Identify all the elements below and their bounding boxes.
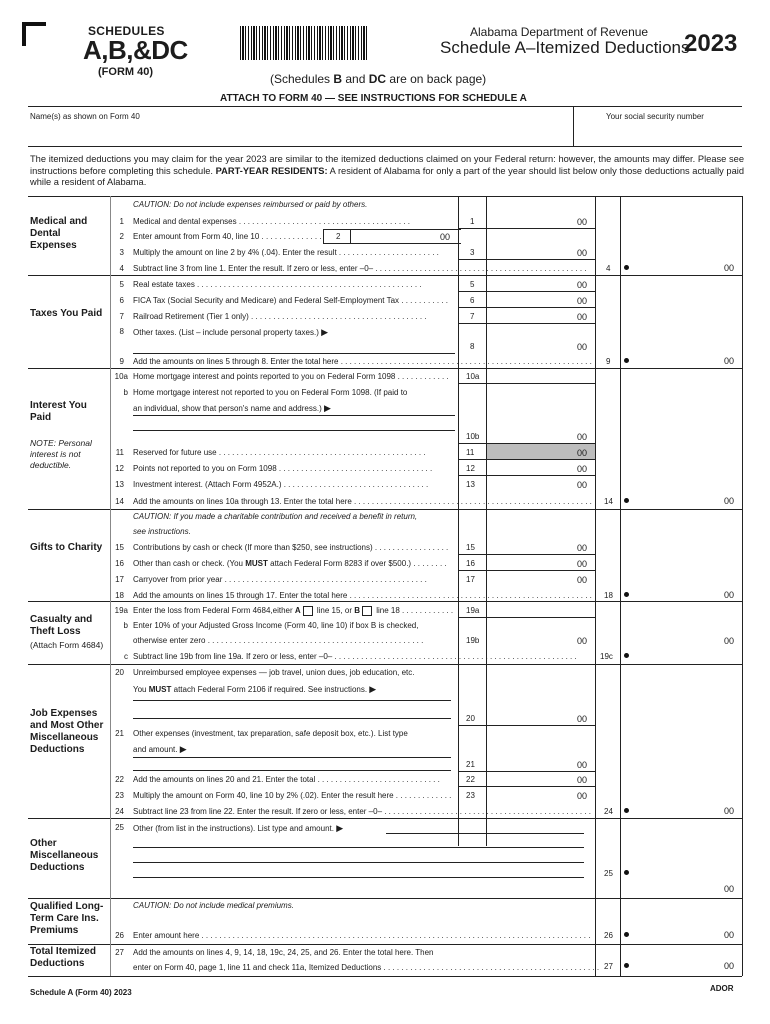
cents: 00 [577, 432, 588, 442]
arrow-icon: ▶ [179, 744, 187, 754]
line-number: 12 [115, 464, 124, 473]
section-long-term-care: Qualified Long-Term Care Ins. Premiums [30, 901, 104, 936]
box-number: 20 [466, 714, 475, 723]
line-number: 16 [115, 559, 124, 568]
box-number: 1 [470, 217, 475, 226]
rule [133, 718, 451, 719]
rule [133, 415, 455, 416]
department-name: Alabama Department of Revenue [470, 25, 649, 39]
bullet-icon [624, 498, 629, 503]
cents: 00 [577, 559, 588, 569]
line-12-label: Points not reported to you on Form 1098 . . . . . . . . . . . . . . . . . . . . . . . . . . . . . . . . . . . [133, 464, 433, 473]
name-field-label: Name(s) as shown on Form 40 [30, 112, 140, 121]
rule [458, 459, 595, 460]
rule [28, 818, 742, 819]
box-number: 3 [470, 248, 475, 257]
cents: 00 [724, 636, 735, 646]
bullet-icon [624, 963, 629, 968]
box-number: 5 [470, 280, 475, 289]
rule [458, 617, 595, 618]
box-number: 19a [466, 606, 480, 615]
line-3-label: Multiply the amount on line 2 by 4% (.04). Enter the result . . . . . . . . . . . . . . . . . . . . . . . [133, 248, 439, 257]
line-9-label: Add the amounts on lines 5 through 8. Enter the total here . . . . . . . . . . . . . . . . . . . . . . . . . . . . . . . . . . . . . . . . . . . . . . . . . . . . . . . . . [133, 357, 592, 366]
rule [458, 475, 595, 476]
cents: 00 [577, 575, 588, 585]
rule [458, 786, 595, 787]
box-number: 10b [466, 432, 480, 441]
checkbox-b[interactable] [362, 606, 372, 616]
rule [458, 771, 595, 772]
line-7-label: Railroad Retirement (Tier 1 only) . . . . . . . . . . . . . . . . . . . . . . . . . . . . . . . . . . . . . . . . [133, 312, 427, 321]
section-casualty: Casualty and Theft Loss [30, 614, 93, 637]
rule [133, 700, 451, 701]
ssn-field-label: Your social security number [606, 112, 704, 121]
page-title: Schedule A–Itemized Deductions [440, 38, 690, 57]
rule [133, 353, 455, 354]
cents: 00 [724, 590, 735, 600]
bullet-icon [624, 932, 629, 937]
line-number: 18 [115, 591, 124, 600]
line-19a-label: Enter the loss from Federal Form 4684,either A line 15, or B line 18 . . . . . . . . . . . . [133, 606, 454, 616]
rule [458, 228, 595, 229]
line-19c-label: Subtract line 19b from line 19a. If zero or less, enter –0– . . . . . . . . . . . . . . . . . . . . . . . . . . . . . . . . . . . . . . . . . . . . . . . . . . . . . . . [133, 652, 577, 661]
bullet-icon [624, 358, 629, 363]
rule [458, 570, 595, 571]
rule [28, 196, 742, 197]
cents: 00 [440, 232, 451, 242]
line-21-label: Other expenses (investment, tax preparation, safe deposit box, etc.). List type [133, 729, 408, 738]
line-10b-label: Home mortgage interest not reported to you on Federal Form 1098. (If paid to [133, 388, 408, 397]
corner-mark [22, 22, 46, 46]
schedules-label: SCHEDULES [88, 24, 165, 38]
line-16-label: Other than cash or check. (You MUST attach Federal Form 8283 if over $500.) . . . . . . . . [133, 559, 447, 568]
cents: 00 [577, 791, 588, 801]
section-taxes: Taxes You Paid [30, 308, 103, 319]
section-interest: Interest You Paid [30, 400, 87, 423]
box-number: 2 [336, 232, 341, 241]
rule [28, 146, 742, 147]
section-medical: Medical and Dental Expenses [30, 216, 88, 251]
schedules-letters: A,B,&DC [83, 35, 188, 65]
rule [28, 976, 742, 977]
barcode-icon [240, 26, 368, 60]
cents: 00 [577, 296, 588, 306]
line-3-input[interactable] [487, 245, 573, 259]
arrow-icon: ▶ [336, 823, 344, 833]
line-10b-label-2: an individual, show that person's name and address.) ▶ [133, 403, 331, 413]
rule [595, 196, 596, 976]
rule [486, 196, 487, 846]
rule [28, 106, 742, 107]
bullet-icon [624, 808, 629, 813]
rule [133, 770, 451, 771]
line-number: 1 [119, 217, 124, 226]
rule [742, 196, 743, 976]
line-number: 19a [114, 606, 128, 615]
box-number: 26 [604, 931, 613, 940]
line-15-label: Contributions by cash or check (If more than $250, see instructions) . . . . . . . . . . . . . . . . . [133, 543, 449, 552]
rule [28, 275, 742, 276]
rule [28, 944, 742, 945]
box-number: 23 [466, 791, 475, 800]
caution-gifts-2: see instructions. [133, 527, 191, 536]
line-21-label-2: and amount. ▶ [133, 744, 187, 754]
box-number: 27 [604, 962, 613, 971]
line-number: 3 [119, 248, 124, 257]
rule [573, 106, 574, 146]
line-6-label: FICA Tax (Social Security and Medicare) and Federal Self-Employment Tax . . . . . . . . . . . [133, 296, 448, 305]
arrow-icon: ▶ [369, 684, 377, 694]
bullet-icon [624, 870, 629, 875]
line-number: b [123, 621, 128, 630]
back-page-note: (Schedules B and DC are on back page) [270, 72, 487, 86]
cents: 00 [577, 248, 588, 258]
rule [133, 862, 584, 863]
line-number: 23 [115, 791, 124, 800]
rule [458, 323, 595, 324]
cents: 00 [577, 714, 588, 724]
cents: 00 [724, 884, 735, 894]
line-number: c [124, 652, 128, 661]
line-number: 25 [115, 823, 124, 832]
section-other-misc: Other Miscellaneous Deductions [30, 838, 99, 873]
line-number: 26 [115, 931, 124, 940]
rule [28, 509, 742, 510]
rule [458, 291, 595, 292]
section-gifts: Gifts to Charity [30, 542, 103, 553]
line-1-label: Medical and dental expenses . . . . . . . . . . . . . . . . . . . . . . . . . . . . . . . . . . . . . . . [133, 217, 410, 226]
line-11-label: Reserved for future use . . . . . . . . . . . . . . . . . . . . . . . . . . . . . . . . . . . . . . . . . . . . . . . [133, 448, 426, 457]
line-19b-label: Enter 10% of your Adjusted Gross Income (Form 40, line 10) if box B is checked, [133, 621, 419, 630]
rule [133, 847, 584, 848]
box-number: 10a [466, 372, 480, 381]
line-number: 4 [119, 264, 124, 273]
line-number: 2 [119, 232, 124, 241]
cents: 00 [577, 464, 588, 474]
line-23-label: Multiply the amount on Form 40, line 10 by 2% (.02). Enter the result here . . . . . . . . . . . . . [133, 791, 452, 800]
cents: 00 [577, 760, 588, 770]
cents: 00 [577, 775, 588, 785]
cents: 00 [724, 961, 735, 971]
line-27-label: Add the amounts on lines 4, 9, 14, 18, 19c, 24, 25, and 26. Enter the total here. Then [133, 948, 434, 957]
line-number: 15 [115, 543, 124, 552]
section-job-expenses: Job Expenses and Most Other Miscellaneous Deductions [30, 708, 104, 755]
cents: 00 [724, 806, 735, 816]
line-number: 11 [115, 448, 124, 457]
line-number: 6 [119, 296, 124, 305]
rule [458, 383, 595, 384]
line-number: 24 [115, 807, 124, 816]
cents: 00 [577, 480, 588, 490]
arrow-icon: ▶ [321, 327, 329, 337]
box-number: 17 [466, 575, 475, 584]
rule [620, 196, 621, 976]
line-4-label: Subtract line 3 from line 1. Enter the result. If zero or less, enter –0– . . . . . . . . . . . . . . . . . . . . . . . . . . . . . . . . . . . . . . . . . . . . . . . . [133, 264, 587, 273]
line-17-label: Carryover from prior year . . . . . . . . . . . . . . . . . . . . . . . . . . . . . . . . . . . . . . . . . . . . . . [133, 575, 427, 584]
rule [28, 664, 742, 665]
box-number: 12 [466, 464, 475, 473]
box-number: 11 [466, 448, 475, 457]
box-number: 22 [466, 775, 475, 784]
box-number: 8 [470, 342, 475, 351]
rule [350, 229, 351, 243]
line-number: 17 [115, 575, 124, 584]
box-number: 15 [466, 543, 475, 552]
line-8-label: Other taxes. (List – include personal property taxes.) ▶ [133, 327, 329, 337]
cents: 00 [724, 930, 735, 940]
line-number: 27 [115, 948, 124, 957]
caution-ltc: CAUTION: Do not include medical premiums. [133, 901, 294, 910]
line-10a-label: Home mortgage interest and points reported to you on Federal Form 1098 . . . . . . . . . . . . [133, 372, 449, 381]
box-number: 19b [466, 636, 480, 645]
box-number: 7 [470, 312, 475, 321]
line-number: 20 [115, 668, 124, 677]
line-5-label: Real estate taxes . . . . . . . . . . . . . . . . . . . . . . . . . . . . . . . . . . . . . . . . . . . . . . . . . . . [133, 280, 422, 289]
line-24-label: Subtract line 23 from line 22. Enter the result. If zero or less, enter –0– . . . . . . . . . . . . . . . . . . . . . . . . . . . . . . . . . . . . . . . . . . . . . . . [133, 807, 591, 816]
line-13-label: Investment interest. (Attach Form 4952A.) . . . . . . . . . . . . . . . . . . . . . . . . . . . . . . . . . [133, 480, 429, 489]
box-number: 9 [606, 357, 611, 366]
box-number: 14 [604, 497, 613, 506]
rule [458, 307, 595, 308]
box-number: 24 [604, 807, 613, 816]
caution-gifts: CAUTION: If you made a charitable contribution and received a benefit in return, [133, 512, 418, 521]
bullet-icon [624, 265, 629, 270]
line-4-input[interactable] [632, 260, 720, 274]
line-number: 14 [115, 497, 124, 506]
box-number: 16 [466, 559, 475, 568]
line-number: 9 [119, 357, 124, 366]
rule [28, 368, 742, 369]
box-number: 6 [470, 296, 475, 305]
line-number: 8 [119, 327, 124, 336]
form-number: (FORM 40) [98, 66, 153, 78]
box-number: 13 [466, 480, 475, 489]
rule [133, 430, 455, 431]
checkbox-a[interactable] [303, 606, 313, 616]
cents: 00 [577, 636, 588, 646]
rule [386, 833, 584, 834]
line-number: 22 [115, 775, 124, 784]
line-20-label-2: You MUST attach Federal Form 2106 if required. See instructions. ▶ [133, 684, 377, 694]
cents: 00 [577, 217, 588, 227]
arrow-icon: ▶ [323, 403, 331, 413]
box-number: 19c [600, 652, 613, 661]
line-19b-label-2: otherwise enter zero . . . . . . . . . . . . . . . . . . . . . . . . . . . . . . . . . . . . . . . . . . . . . . . . . [133, 636, 424, 645]
box-number: 4 [606, 264, 611, 273]
section-total: Total Itemized Deductions [30, 946, 96, 969]
rule [458, 196, 459, 846]
name-input[interactable] [30, 122, 568, 142]
line-2-label: Enter amount from Form 40, line 10 . . . . . . . . . . . . . . [133, 232, 322, 241]
line-20-label: Unreimbursed employee expenses — job travel, union dues, job education, etc. [133, 668, 415, 677]
line-1-input[interactable] [487, 214, 573, 228]
cents: 00 [577, 448, 588, 458]
box-number: 25 [604, 869, 613, 878]
line-number: 21 [115, 729, 124, 738]
rule [133, 877, 584, 878]
rule [133, 757, 451, 758]
cents: 00 [577, 543, 588, 553]
rule [28, 601, 742, 602]
intro-paragraph: The itemized deductions you may claim for the year 2023 are similar to the itemized deductions claimed on your Federal return: however, the amounts may differ. Please see instructions before completing this schedule. PART-YEAR RESIDENTS: A resident of Alabama for only a part of the year should list below only those deductions actually paid while a resident of Alabama. [30, 154, 744, 187]
cents: 00 [724, 496, 735, 506]
footer-form-id: Schedule A (Form 40) 2023 [30, 988, 132, 997]
line-27-label-2: enter on Form 40, page 1, line 11 and check 11a, Itemized Deductions . . . . . . . . . . . . . . . . . . . . . . . . . . . . . . . . . . . . . . . . . . . . . . . . . [133, 963, 600, 972]
line-number: 7 [119, 312, 124, 321]
box-number: 18 [604, 591, 613, 600]
line-14-label: Add the amounts on lines 10a through 13. Enter the total here . . . . . . . . . . . . . . . . . . . . . . . . . . . . . . . . . . . . . . . . . . . . . . . . . . . . . . [133, 497, 592, 506]
line-26-label: Enter amount here . . . . . . . . . . . . . . . . . . . . . . . . . . . . . . . . . . . . . . . . . . . . . . . . . . . . . . . . . . . . . . . . . . . . . . . . . . . . . . . . . . . . . . . . [133, 931, 591, 940]
line-number: 5 [119, 280, 124, 289]
line-number: 13 [115, 480, 124, 489]
tax-year: 2023 [684, 30, 738, 57]
cents: 00 [724, 263, 735, 273]
line-number: 10a [114, 372, 128, 381]
line-25-label: Other (from list in the instructions). List type and amount. ▶ [133, 823, 344, 833]
bullet-icon [624, 592, 629, 597]
cents: 00 [577, 280, 588, 290]
attach-instruction: ATTACH TO FORM 40 — SEE INSTRUCTIONS FOR SCHEDULE A [220, 93, 527, 104]
rule [458, 554, 595, 555]
ssn-input[interactable] [578, 122, 740, 142]
rule [28, 898, 742, 899]
footer-agency: ADOR [710, 984, 734, 993]
line-number: b [123, 388, 128, 397]
cents: 00 [577, 312, 588, 322]
interest-note: NOTE: Personal interest is not deductible. [30, 438, 92, 470]
box-number: 21 [466, 760, 475, 769]
line-22-label: Add the amounts on lines 20 and 21. Enter the total . . . . . . . . . . . . . . . . . . . . . . . . . . . . [133, 775, 440, 784]
cents: 00 [577, 342, 588, 352]
line-18-label: Add the amounts on lines 15 through 17. Enter the total here . . . . . . . . . . . . . . . . . . . . . . . . . . . . . . . . . . . . . . . . . . . . . . . . . . . . . . . [133, 591, 592, 600]
caution-medical: CAUTION: Do not include expenses reimbursed or paid by others. [133, 200, 368, 209]
rule [458, 725, 595, 726]
cents: 00 [724, 356, 735, 366]
casualty-note: (Attach Form 4684) [30, 640, 104, 650]
rule [458, 259, 595, 260]
bullet-icon [624, 653, 629, 658]
